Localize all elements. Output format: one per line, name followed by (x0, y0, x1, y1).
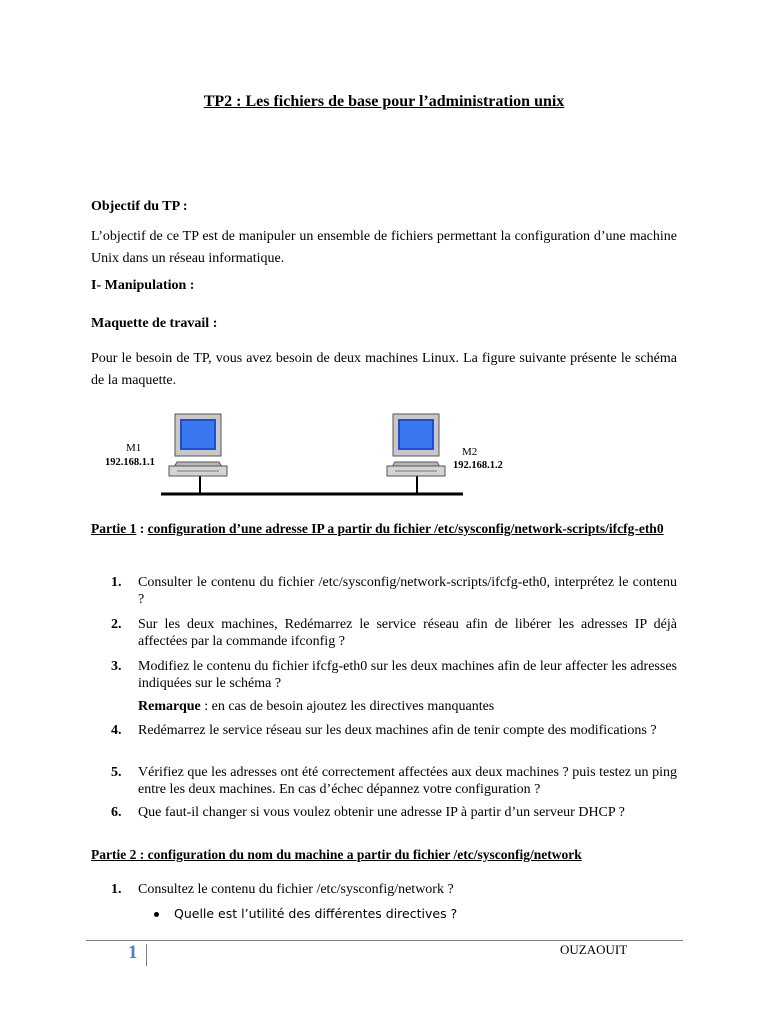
bullet-icon (154, 912, 159, 917)
m1-name-label: M1 (126, 442, 142, 454)
partie1-list (111, 574, 677, 844)
list-text: Consulter le contenu du fichier /etc/sysconfig/network-scripts/ifcfg-eth0, interprétez le contenu ? (138, 575, 677, 607)
list-item (111, 658, 677, 692)
page-number: 1 (128, 942, 138, 963)
network-diagram (95, 408, 525, 504)
m2-name-label: M2 (462, 446, 478, 458)
partie2-list (111, 881, 677, 901)
list-number: 1. (111, 575, 122, 590)
manipulation-heading: I- Manipulation : (91, 278, 195, 293)
list-number: 5. (111, 765, 122, 780)
objectif-text: L’objectif de ce TP est de manipuler un ensemble de fichiers permettant la configuration d’une machine Unix dans un réseau informatique. (91, 229, 677, 266)
partie1-title: configuration d’une adresse IP a partir du fichier /etc/sysconfig/network-scripts/ifcfg-eth0 (147, 521, 664, 536)
partie1-label: Partie 1 (91, 521, 137, 536)
page-number-separator (146, 944, 147, 966)
computer-m2-icon (387, 414, 445, 476)
list-item (111, 722, 677, 739)
maquette-heading: Maquette de travail : (91, 316, 218, 331)
list-text: Redémarrez le service réseau sur les deux machines afin de tenir compte des modifications ? (138, 723, 657, 738)
partie1-separator: : (136, 521, 148, 536)
list-text: Sur les deux machines, Redémarrez le service réseau afin de libérer les adresses IP déjà affectées par la commande ifconfig ? (138, 617, 677, 649)
list-item (111, 574, 677, 608)
list-number: 3. (111, 659, 122, 674)
list-number: 1. (111, 882, 122, 897)
list-item (111, 804, 677, 821)
list-number: 6. (111, 805, 122, 820)
m1-ip-label: 192.168.1.1 (105, 457, 155, 468)
list-item (111, 881, 677, 898)
bullet-item (158, 906, 457, 922)
list-number: 2. (111, 617, 122, 632)
footer-author: OUZAOUIT (560, 942, 628, 957)
footer-divider (86, 940, 683, 941)
maquette-text: Pour le besoin de TP, vous avez besoin de deux machines Linux. La figure suivante présente le schéma de la maquette. (91, 351, 677, 388)
objectif-heading: Objectif du TP : (91, 199, 188, 214)
list-text: Vérifiez que les adresses ont été correctement affectées aux deux machines ? puis testez un ping entre les deux machines. En cas d’échec dépannez votre configuration ? (138, 765, 677, 797)
m2-ip-label: 192.168.1.2 (453, 460, 503, 471)
list-item (111, 616, 677, 650)
list-text: Que faut-il changer si vous voulez obtenir une adresse IP à partir d’un serveur DHCP ? (138, 805, 625, 820)
list-text: Consultez le contenu du fichier /etc/sysconfig/network ? (138, 882, 454, 897)
list-item (111, 764, 677, 798)
list-number: 4. (111, 723, 122, 738)
partie1-heading (91, 518, 681, 540)
remarque-label: Remarque (138, 699, 201, 714)
remarque-note (138, 698, 677, 715)
page-title: TP2 : Les fichiers de base pour l’administration unix (203, 93, 565, 110)
list-text: Modifiez le contenu du fichier ifcfg-eth0 sur les deux machines afin de leur affecter les adresses indiquées sur le schéma ? (138, 659, 677, 691)
partie2-heading: Partie 2 : configuration du nom du machine a partir du fichier /etc/sysconfig/network (91, 847, 582, 862)
computer-m1-icon (169, 414, 227, 476)
bullet-text: Quelle est l’utilité des différentes directives ? (174, 906, 458, 921)
remarque-text: : en cas de besoin ajoutez les directives manquantes (200, 699, 495, 714)
